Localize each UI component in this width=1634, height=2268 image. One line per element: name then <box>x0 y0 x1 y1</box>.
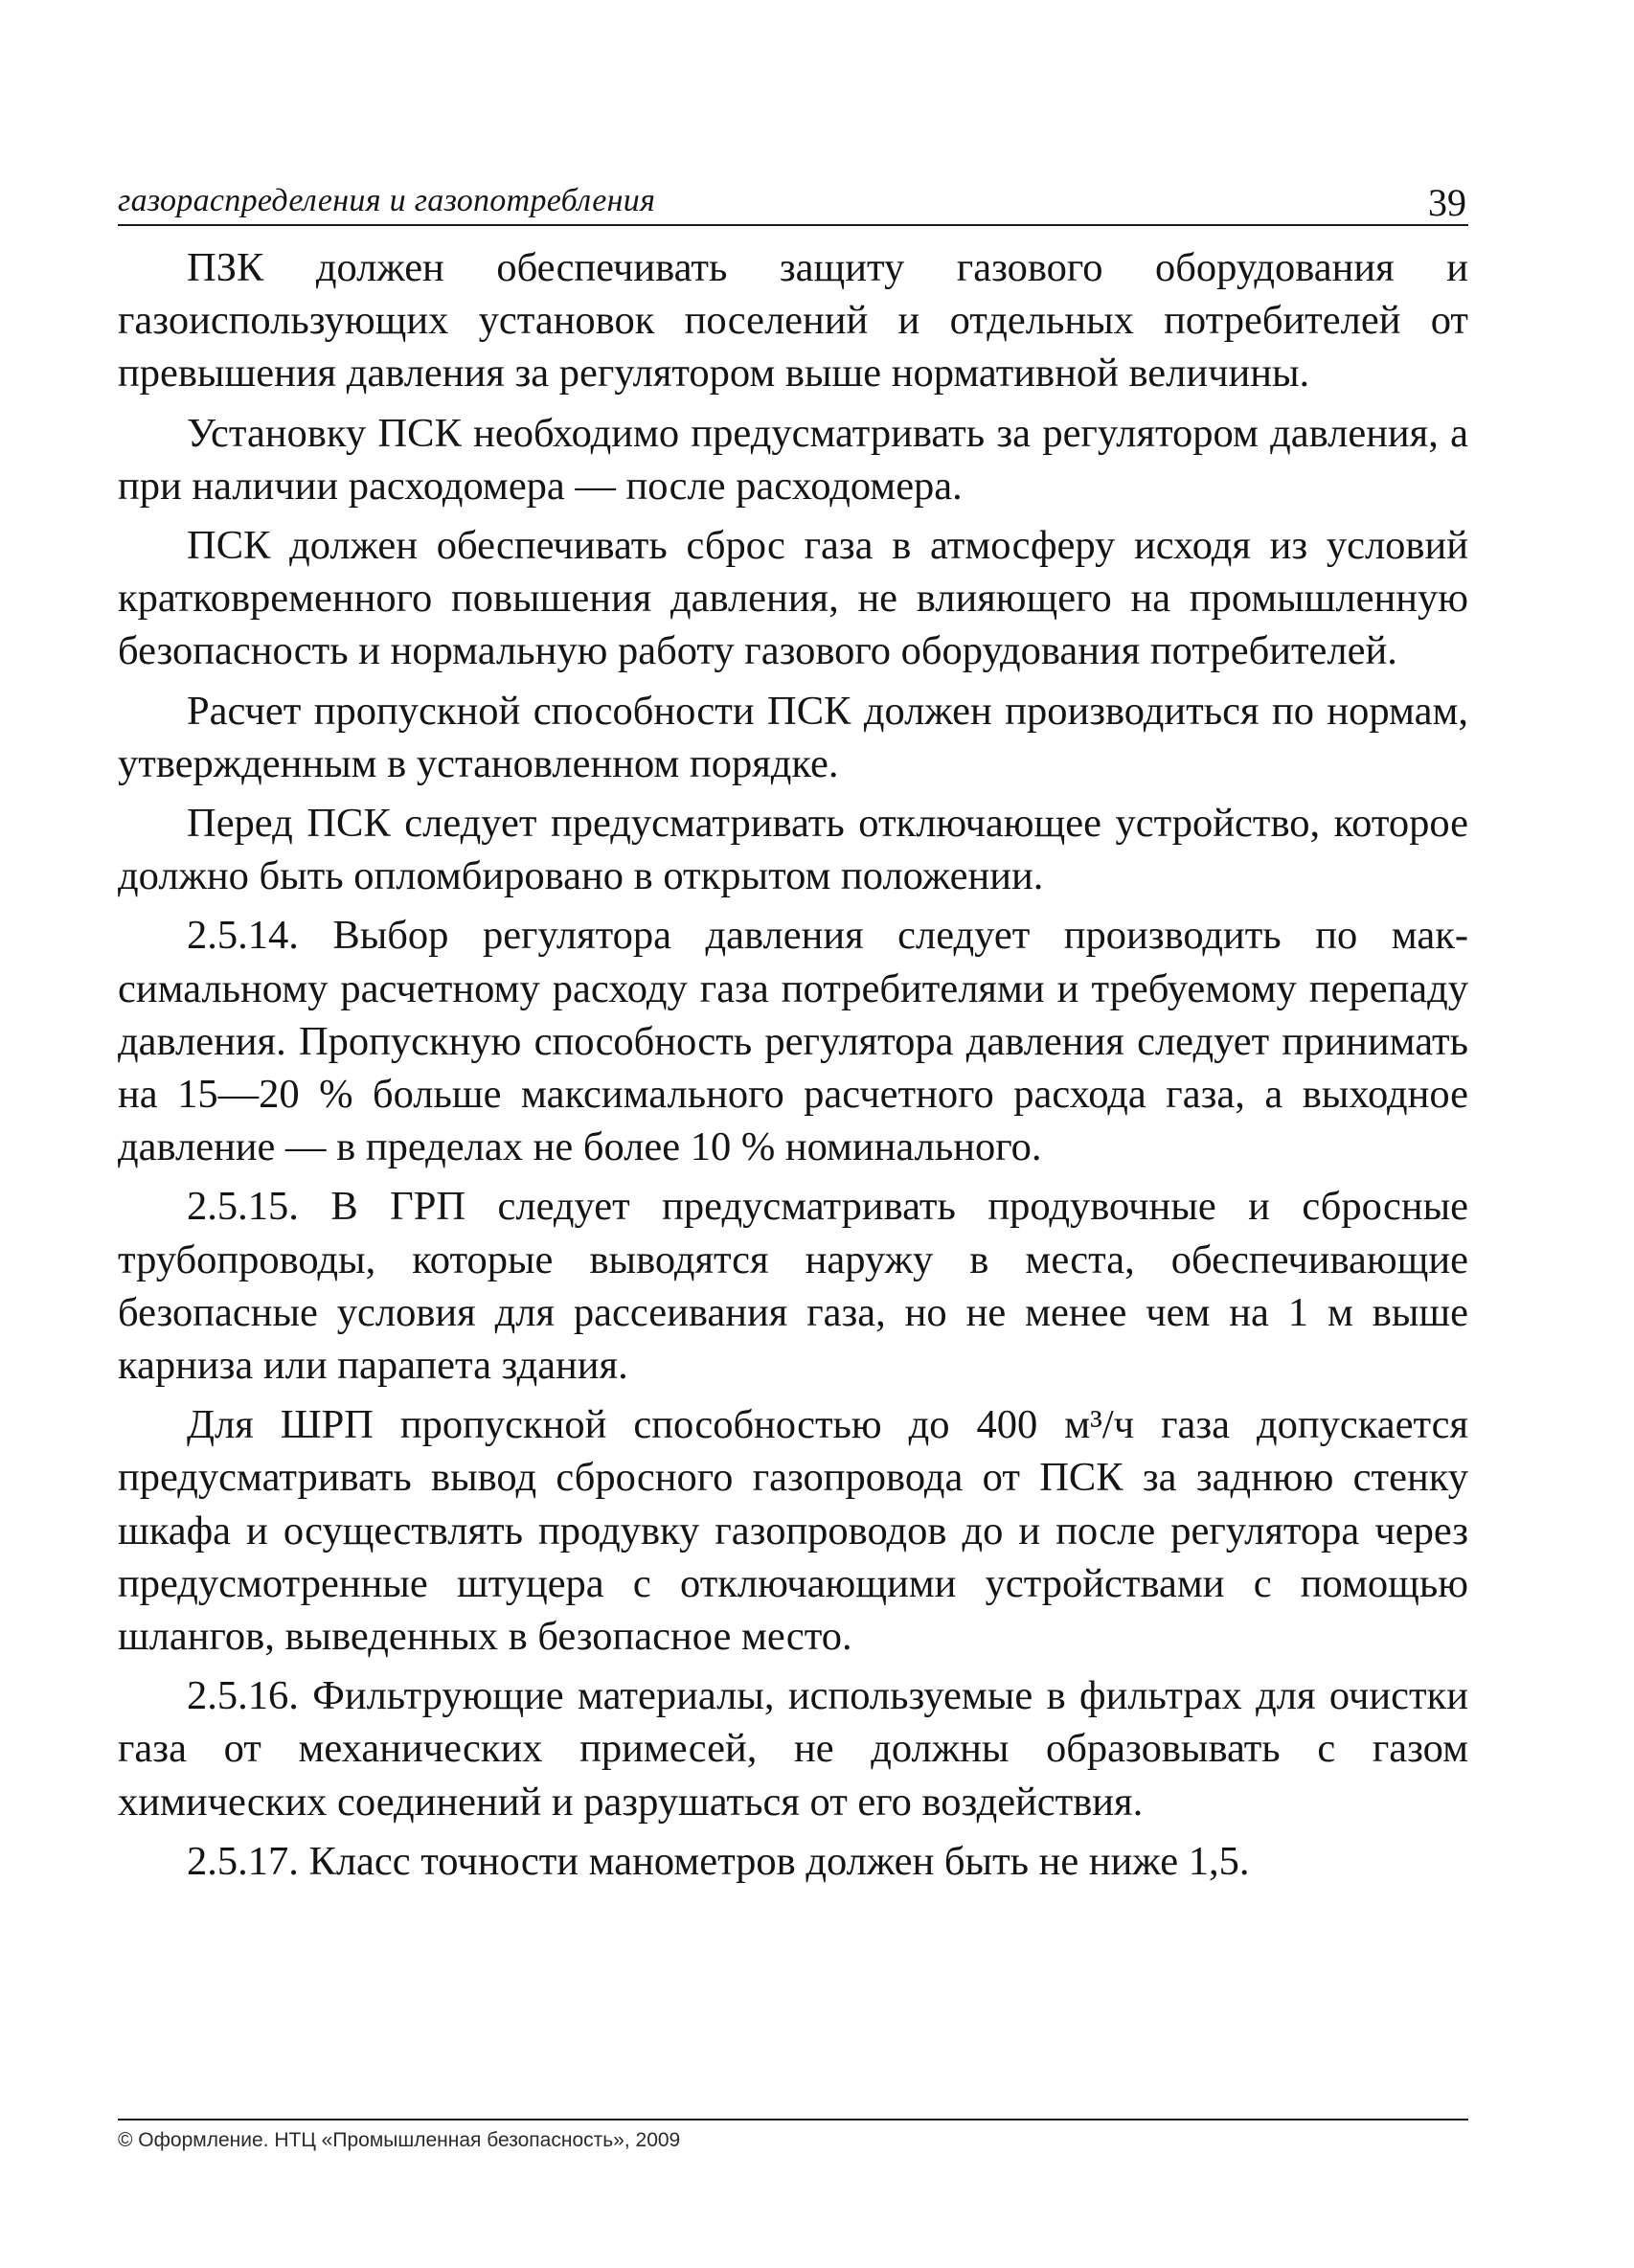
body-text <box>118 241 1468 1888</box>
copyright-notice: © Оформление. НТЦ «Промышленная безопасность», 2009 <box>118 2129 681 2151</box>
paragraph-psk-installation: Установку ПСК необходимо предусматривать за регулятором давления, а при наличии расходомера — после расходомера. <box>118 410 1468 509</box>
footer <box>118 2119 1468 2155</box>
paragraph-shutoff-device: Перед ПСК следует предусматривать отключающее устройство, которое должно быть опломбировано в открытом положении. <box>118 801 1468 899</box>
paragraph-2-5-15: 2.5.15. В ГРП следует предусматривать продувочные и сбросные трубопроводы, которые выводятся наружу в места, обеспечивающие безопасные условия для рассеивания газа, но не менее чем на 1 м выше карниза или парапета здания. <box>118 1184 1468 1389</box>
running-title: газораспределения и газопотребления <box>118 183 656 218</box>
paragraph-pzk: ПЗК должен обеспечивать защиту газового оборудования и газоиспользующих установок поселений и отдельных потребителей от превышения давления за регулятором выше нормативной величины. <box>118 245 1468 397</box>
paragraph-2-5-16: 2.5.16. Фильтрующие материалы, используемые в фильтрах для очистки газа от механических примесей, не должны образовывать с газом химических соединений и разрушаться от его воздействия. <box>118 1673 1468 1825</box>
paragraph-psk-discharge: ПСК должен обеспечивать сброс газа в атмосферу исходя из условий кратковременного повышения давления, не влияющего на промышленную безопасность и нормальную работу газового оборудования потребителей. <box>118 523 1468 674</box>
paragraph-2-5-17: 2.5.17. Класс точности манометров должен быть не ниже 1,5. <box>187 1838 1250 1884</box>
paragraph-psk-capacity: Расчет пропускной способности ПСК должен производиться по нормам, утвержденным в установленном порядке. <box>118 688 1468 786</box>
paragraph-shrp: Для ШРП пропускной способностью до 400 м³/ч газа допускается предусматривать вывод сбросного газопровода от ПСК за заднюю стенку шкафа и осуществлять продувку газопроводов до и после регулятора через предусмотренные штуцера с отключающими устройствами с помощью шлангов, выведенных в безопасное место. <box>118 1402 1468 1660</box>
paragraph-2-5-14: 2.5.14. Выбор регулятора давления следует производить по максимальному расчетному расходу газа потребителями и требуемому перепаду давления. Пропускную способность регулятора давления следует принимать на 15—20 % больше максимального расчетного расхода газа, а выходное давление — в пределах не более 10 % номинального. <box>118 913 1468 1170</box>
page-number: 39 <box>1428 181 1466 224</box>
running-head <box>118 178 1468 226</box>
